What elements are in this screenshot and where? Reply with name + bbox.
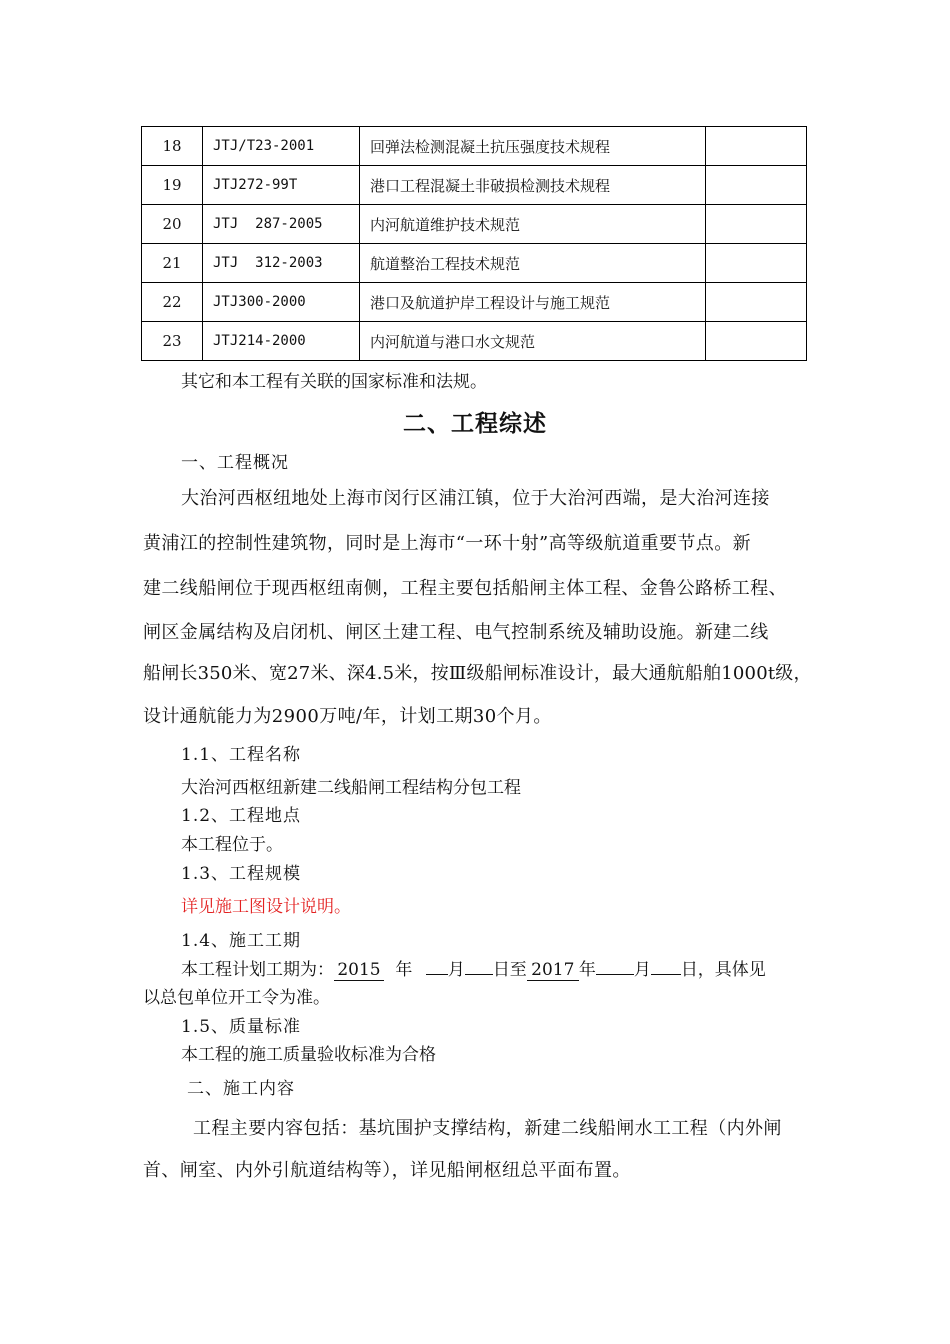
- project-period-line: [181, 959, 766, 981]
- start-year-label: 年: [395, 960, 413, 980]
- note-cell: [706, 127, 807, 166]
- standard-code: JTJ214-2000: [203, 322, 360, 361]
- overview-line-5: 船闸长350米、宽27米、深4.5米，按Ⅲ级船闸标准设计，最大通航船舶1000t级，: [143, 663, 812, 684]
- table-row: [142, 166, 807, 205]
- standard-name: 航道整治工程技术规范: [360, 244, 706, 283]
- period-prefix: 本工程计划工期为：: [181, 960, 334, 980]
- table-row: [142, 127, 807, 166]
- table-row: [142, 205, 807, 244]
- overview-heading: 一、工程概况: [181, 453, 289, 473]
- construction-heading: 二、施工内容: [187, 1079, 295, 1099]
- start-day-blank: [465, 974, 493, 975]
- overview-line-3: 建二线船闸位于现西枢纽南侧，工程主要包括船闸主体工程、金鲁公路桥工程、: [143, 578, 787, 599]
- note-cell: [706, 244, 807, 283]
- standard-name: 港口工程混凝土非破损检测技术规程: [360, 166, 706, 205]
- overview-line-4: 闸区金属结构及启闭机、闸区土建工程、电气控制系统及辅助设施。新建二线: [143, 622, 769, 643]
- end-day-blank: [651, 974, 681, 975]
- end-year-label: 年: [578, 960, 596, 980]
- standard-code: JTJ 312-2003: [203, 244, 360, 283]
- construction-line-1: 工程主要内容包括：基坑围护支撑结构，新建二线船闸水工工程（内外闸: [193, 1118, 782, 1139]
- standard-code: JTJ272-99T: [203, 166, 360, 205]
- project-location-heading: 1.2、工程地点: [181, 806, 302, 826]
- project-scale-heading: 1.3、工程规模: [181, 864, 302, 884]
- row-number: 20: [142, 205, 203, 244]
- end-month-label: 月: [633, 960, 651, 980]
- standard-name: 内河航道与港口水文规范: [360, 322, 706, 361]
- row-number: 21: [142, 244, 203, 283]
- standard-name: 回弹法检测混凝土抗压强度技术规程: [360, 127, 706, 166]
- start-month-blank: [426, 974, 448, 975]
- end-year: 2017: [527, 960, 579, 981]
- table-row: [142, 322, 807, 361]
- standard-code: JTJ 287-2005: [203, 205, 360, 244]
- start-month-label: 月: [447, 960, 465, 980]
- start-year: 2015: [334, 960, 384, 981]
- overview-line-6: 设计通航能力为2900万吨/年，计划工期30个月。: [143, 706, 552, 727]
- project-name-value: 大治河西枢纽新建二线船闸工程结构分包工程: [181, 778, 521, 798]
- project-period-heading: 1.4、施工工期: [181, 931, 302, 951]
- period-suffix: 日，具体见: [680, 960, 766, 980]
- row-number: 18: [142, 127, 203, 166]
- project-name-heading: 1.1、工程名称: [181, 745, 302, 765]
- standard-code: JTJ300-2000: [203, 283, 360, 322]
- section-title: 二、工程综述: [403, 411, 547, 437]
- row-number: 22: [142, 283, 203, 322]
- note-cell: [706, 283, 807, 322]
- standard-name: 港口及航道护岸工程设计与施工规范: [360, 283, 706, 322]
- row-number: 23: [142, 322, 203, 361]
- start-day-label: 日至: [492, 960, 527, 980]
- project-location-value: 本工程位于。: [181, 835, 283, 855]
- quality-heading: 1.5、质量标准: [181, 1017, 302, 1037]
- table-row: [142, 244, 807, 283]
- end-month-blank: [596, 974, 634, 975]
- note-cell: [706, 322, 807, 361]
- table-row: [142, 283, 807, 322]
- project-period-line-2: 以总包单位开工令为准。: [143, 988, 330, 1008]
- note-cell: [706, 205, 807, 244]
- construction-line-2: 首、闸室、内外引航道结构等），详见船闸枢纽总平面布置。: [143, 1160, 631, 1181]
- row-number: 19: [142, 166, 203, 205]
- overview-line-2: 黄浦江的控制性建筑物，同时是上海市“一环十射”高等级航道重要节点。新: [143, 533, 752, 554]
- overview-line-1: 大治河西枢纽地处上海市闵行区浦江镇，位于大治河西端，是大治河连接: [181, 488, 770, 509]
- quality-value: 本工程的施工质量验收标准为合格: [181, 1045, 436, 1065]
- standard-name: 内河航道维护技术规范: [360, 205, 706, 244]
- other-standards-note: 其它和本工程有关联的国家标准和法规。: [181, 372, 487, 392]
- note-cell: [706, 166, 807, 205]
- standard-code: JTJ/T23-2001: [203, 127, 360, 166]
- project-scale-value: 详见施工图设计说明。: [181, 897, 351, 917]
- standards-table: [141, 126, 807, 361]
